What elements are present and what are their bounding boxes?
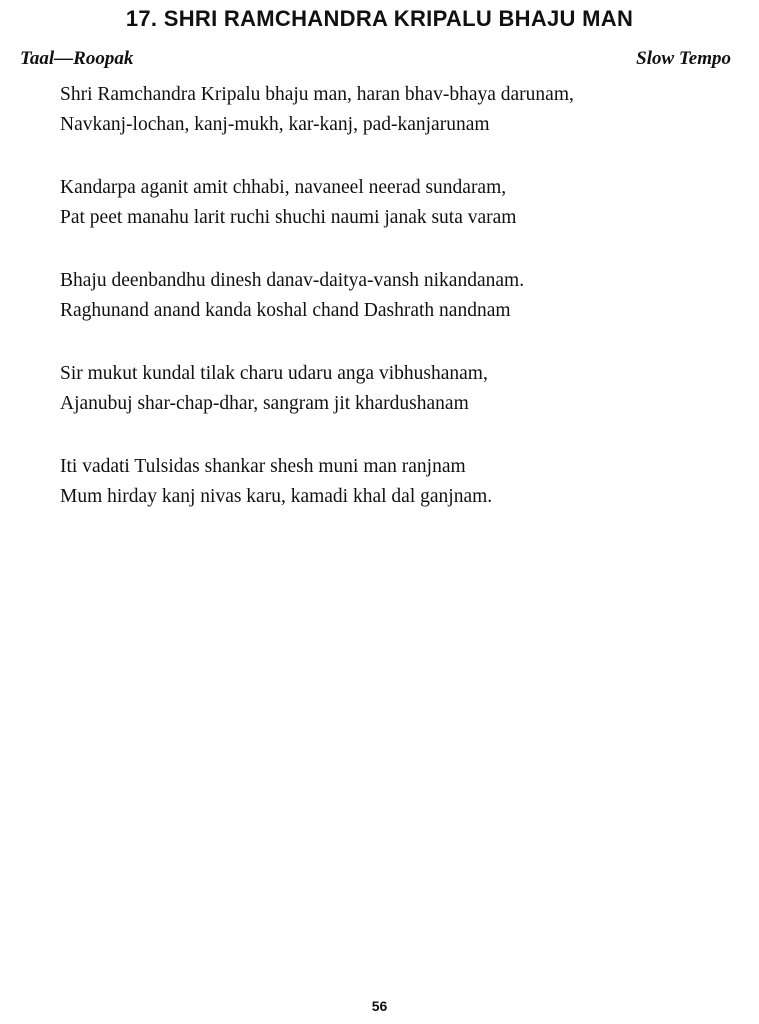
lyric-line: Kandarpa aganit amit chhabi, navaneel neerad sundaram, xyxy=(60,177,507,198)
lyric-line: Ajanubuj shar-chap-dhar, sangram jit khardushanam xyxy=(60,393,469,414)
taal-label: Taal—Roopak xyxy=(20,48,134,69)
lyric-line: Bhaju deenbandhu dinesh danav-daitya-vansh nikandanam. xyxy=(60,270,525,291)
lyric-line: Shri Ramchandra Kripalu bhaju man, haran bhav-bhaya darunam, xyxy=(60,84,574,105)
stanza xyxy=(60,266,740,326)
page-number: 56 xyxy=(371,998,388,1014)
lyric-line: Raghunand anand kanda koshal chand Dashrath nandnam xyxy=(60,300,511,321)
lyric-line: Iti vadati Tulsidas shankar shesh muni man ranjnam xyxy=(60,456,466,477)
lyric-line: Navkanj-lochan, kanj-mukh, kar-kanj, pad-kanjarunam xyxy=(60,114,490,135)
stanza xyxy=(60,80,740,140)
stanza xyxy=(60,173,740,233)
stanza xyxy=(60,359,740,419)
stanza xyxy=(60,452,740,512)
page-title: 17. SHRI RAMCHANDRA KRIPALU BHAJU MAN xyxy=(125,6,634,31)
lyric-line: Pat peet manahu larit ruchi shuchi naumi janak suta varam xyxy=(60,207,517,228)
lyrics-body xyxy=(60,80,740,545)
tempo-label: Slow Tempo xyxy=(636,48,731,69)
lyric-line: Sir mukut kundal tilak charu udaru anga vibhushanam, xyxy=(60,363,488,384)
lyric-line: Mum hirday kanj nivas karu, kamadi khal dal ganjnam. xyxy=(60,486,493,507)
